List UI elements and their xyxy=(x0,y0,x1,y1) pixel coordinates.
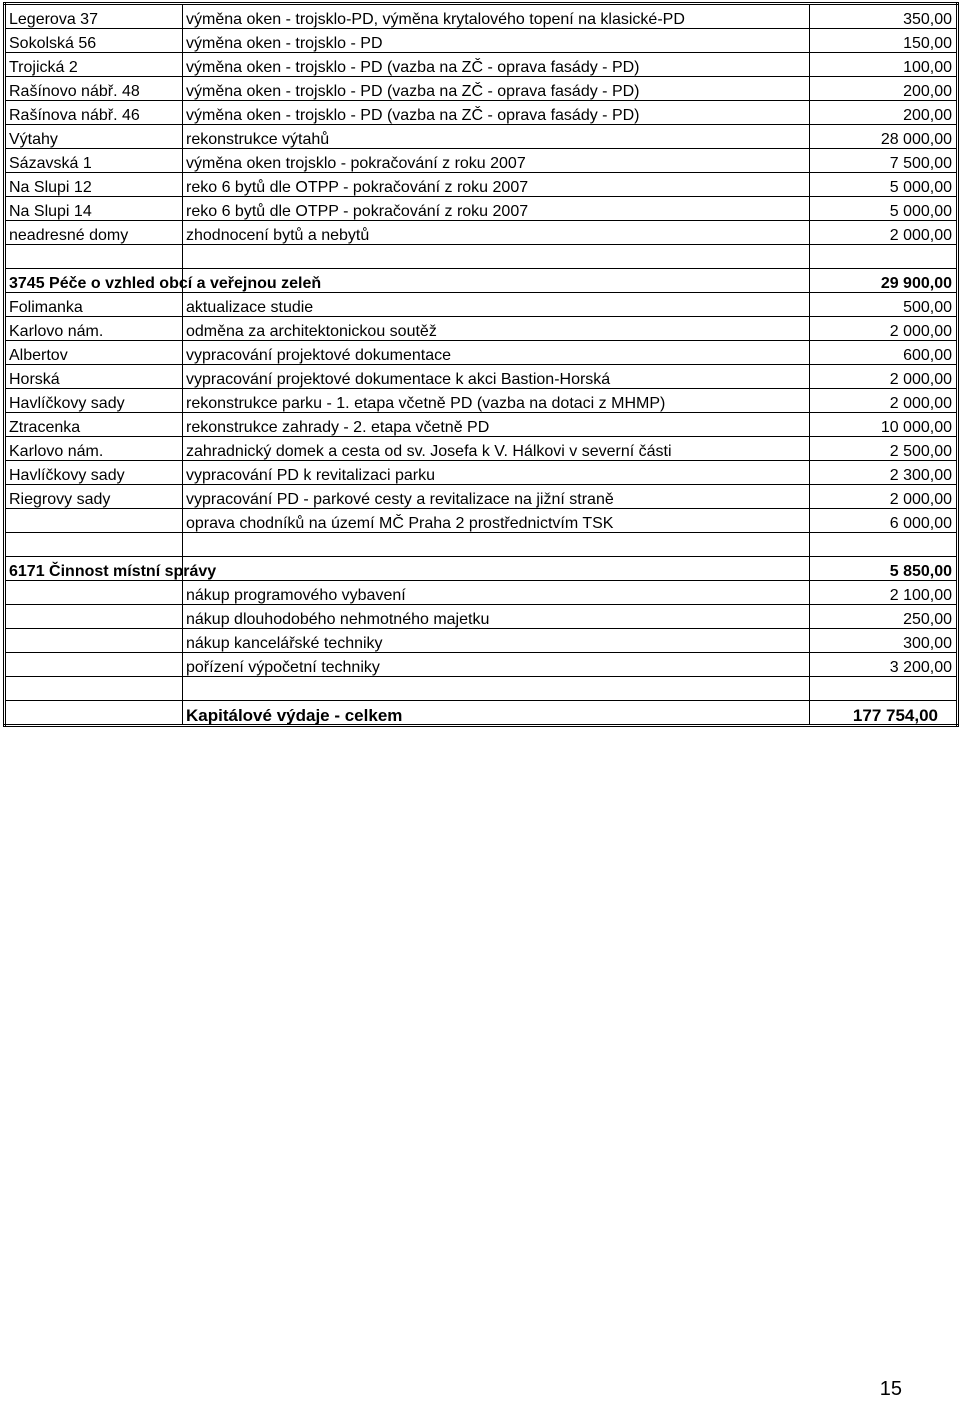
description-cell: reko 6 bytů dle OTPP - pokračování z roku 2007 xyxy=(183,197,810,221)
amount-cell: 2 300,00 xyxy=(810,461,958,485)
table-row xyxy=(5,437,958,461)
location-cell xyxy=(5,581,183,605)
amount-cell: 2 100,00 xyxy=(810,581,958,605)
table-row xyxy=(5,101,958,125)
empty-cell xyxy=(5,701,183,726)
description-cell: reko 6 bytů dle OTPP - pokračování z roku 2007 xyxy=(183,173,810,197)
rows-top xyxy=(5,4,958,726)
amount-cell: 3 200,00 xyxy=(810,653,958,677)
amount-cell: 250,00 xyxy=(810,605,958,629)
description-cell: vypracování PD k revitalizaci parku xyxy=(183,461,810,485)
location-cell: Na Slupi 12 xyxy=(5,173,183,197)
location-cell: Sokolská 56 xyxy=(5,29,183,53)
empty-cell xyxy=(810,677,958,701)
description-cell: pořízení výpočetní techniky xyxy=(183,653,810,677)
table-row xyxy=(5,221,958,245)
location-cell: Legerova 37 xyxy=(5,4,183,29)
amount-cell: 28 000,00 xyxy=(810,125,958,149)
table-row xyxy=(5,581,958,605)
description-cell: výměna oken - trojsklo - PD (vazba na ZČ - oprava fasády - PD) xyxy=(183,101,810,125)
amount-cell: 7 500,00 xyxy=(810,149,958,173)
amount-cell: 100,00 xyxy=(810,53,958,77)
table-row xyxy=(5,365,958,389)
location-cell: Výtahy xyxy=(5,125,183,149)
table-row xyxy=(5,605,958,629)
table-row xyxy=(5,77,958,101)
table-row xyxy=(5,389,958,413)
location-cell xyxy=(5,605,183,629)
location-cell: Horská xyxy=(5,365,183,389)
location-cell: Albertov xyxy=(5,341,183,365)
table-row xyxy=(5,317,958,341)
amount-cell: 5 000,00 xyxy=(810,197,958,221)
total-row xyxy=(5,701,958,726)
empty-cell xyxy=(183,557,810,581)
amount-cell: 200,00 xyxy=(810,101,958,125)
description-cell: aktualizace studie xyxy=(183,293,810,317)
description-cell: rekonstrukce parku - 1. etapa včetně PD (vazba na dotaci z MHMP) xyxy=(183,389,810,413)
description-cell: vypracování projektové dokumentace xyxy=(183,341,810,365)
description-cell: výměna oken - trojsklo - PD (vazba na ZČ - oprava fasády - PD) xyxy=(183,53,810,77)
location-cell xyxy=(5,653,183,677)
table-row xyxy=(5,341,958,365)
location-cell: Folimanka xyxy=(5,293,183,317)
empty-cell xyxy=(183,245,810,269)
description-cell: nákup programového vybavení xyxy=(183,581,810,605)
empty-row xyxy=(5,677,958,701)
table-row xyxy=(5,485,958,509)
amount-cell: 150,00 xyxy=(810,29,958,53)
location-cell: Na Slupi 14 xyxy=(5,197,183,221)
table-row xyxy=(5,29,958,53)
table-row xyxy=(5,461,958,485)
amount-cell: 2 000,00 xyxy=(810,389,958,413)
amount-cell: 10 000,00 xyxy=(810,413,958,437)
location-cell: neadresné domy xyxy=(5,221,183,245)
amount-cell: 2 000,00 xyxy=(810,365,958,389)
location-cell: Rašínovo nábř. 48 xyxy=(5,77,183,101)
location-cell: Karlovo nám. xyxy=(5,437,183,461)
location-cell: Trojická 2 xyxy=(5,53,183,77)
empty-cell xyxy=(810,245,958,269)
table-row xyxy=(5,629,958,653)
table-row xyxy=(5,149,958,173)
section-amount: 5 850,00 xyxy=(810,557,958,581)
empty-row xyxy=(5,245,958,269)
location-cell xyxy=(5,629,183,653)
description-cell: oprava chodníků na území MČ Praha 2 prostřednictvím TSK xyxy=(183,509,810,533)
location-cell: Rašínova nábř. 46 xyxy=(5,101,183,125)
table-row xyxy=(5,413,958,437)
location-cell: Karlovo nám. xyxy=(5,317,183,341)
amount-cell: 500,00 xyxy=(810,293,958,317)
empty-row xyxy=(5,533,958,557)
amount-cell: 2 000,00 xyxy=(810,317,958,341)
section-title: 6171 Činnost místní správy xyxy=(5,557,183,581)
page-number: 15 xyxy=(879,1378,902,1400)
description-cell: vypracování PD - parkové cesty a revitalizace na jižní straně xyxy=(183,485,810,509)
table-row xyxy=(5,53,958,77)
amount-cell: 5 000,00 xyxy=(810,173,958,197)
description-cell: rekonstrukce výtahů xyxy=(183,125,810,149)
section-title: 3745 Péče o vzhled obcí a veřejnou zeleň xyxy=(5,269,183,293)
budget-table xyxy=(3,2,959,727)
empty-cell xyxy=(183,533,810,557)
table-row xyxy=(5,197,958,221)
table-row xyxy=(5,125,958,149)
empty-cell xyxy=(5,533,183,557)
description-cell: nákup dlouhodobého nehmotného majetku xyxy=(183,605,810,629)
amount-cell: 6 000,00 xyxy=(810,509,958,533)
location-cell: Havlíčkovy sady xyxy=(5,389,183,413)
description-cell: výměna oken trojsklo - pokračování z roku 2007 xyxy=(183,149,810,173)
description-cell: zahradnický domek a cesta od sv. Josefa k V. Hálkovi v severní části xyxy=(183,437,810,461)
table-row xyxy=(5,653,958,677)
amount-cell: 200,00 xyxy=(810,77,958,101)
amount-cell: 300,00 xyxy=(810,629,958,653)
description-cell: výměna oken - trojsklo - PD xyxy=(183,29,810,53)
description-cell: výměna oken - trojsklo - PD (vazba na ZČ - oprava fasády - PD) xyxy=(183,77,810,101)
description-cell: rekonstrukce zahrady - 2. etapa včetně PD xyxy=(183,413,810,437)
location-cell: Havlíčkovy sady xyxy=(5,461,183,485)
description-cell: nákup kancelářské techniky xyxy=(183,629,810,653)
description-cell: výměna oken - trojsklo-PD, výměna krytalového topení na klasické-PD xyxy=(183,4,810,29)
empty-cell xyxy=(810,533,958,557)
amount-cell: 2 000,00 xyxy=(810,221,958,245)
section-amount: 29 900,00 xyxy=(810,269,958,293)
amount-cell: 350,00 xyxy=(810,4,958,29)
empty-cell xyxy=(183,677,810,701)
table-row xyxy=(5,509,958,533)
amount-cell: 600,00 xyxy=(810,341,958,365)
section-header-row xyxy=(5,557,958,581)
location-cell: Sázavská 1 xyxy=(5,149,183,173)
location-cell: Riegrovy sady xyxy=(5,485,183,509)
table-row xyxy=(5,173,958,197)
location-cell xyxy=(5,509,183,533)
description-cell: zhodnocení bytů a nebytů xyxy=(183,221,810,245)
amount-cell: 2 000,00 xyxy=(810,485,958,509)
empty-cell xyxy=(5,245,183,269)
total-label: Kapitálové výdaje - celkem xyxy=(183,701,810,726)
location-cell: Ztracenka xyxy=(5,413,183,437)
table-row xyxy=(5,293,958,317)
amount-cell: 2 500,00 xyxy=(810,437,958,461)
description-cell: odměna za architektonickou soutěž xyxy=(183,317,810,341)
empty-cell xyxy=(5,677,183,701)
total-amount: 177 754,00 xyxy=(810,701,958,726)
description-cell: vypracování projektové dokumentace k akci Bastion-Horská xyxy=(183,365,810,389)
section-header-row xyxy=(5,269,958,293)
table-row xyxy=(5,4,958,29)
